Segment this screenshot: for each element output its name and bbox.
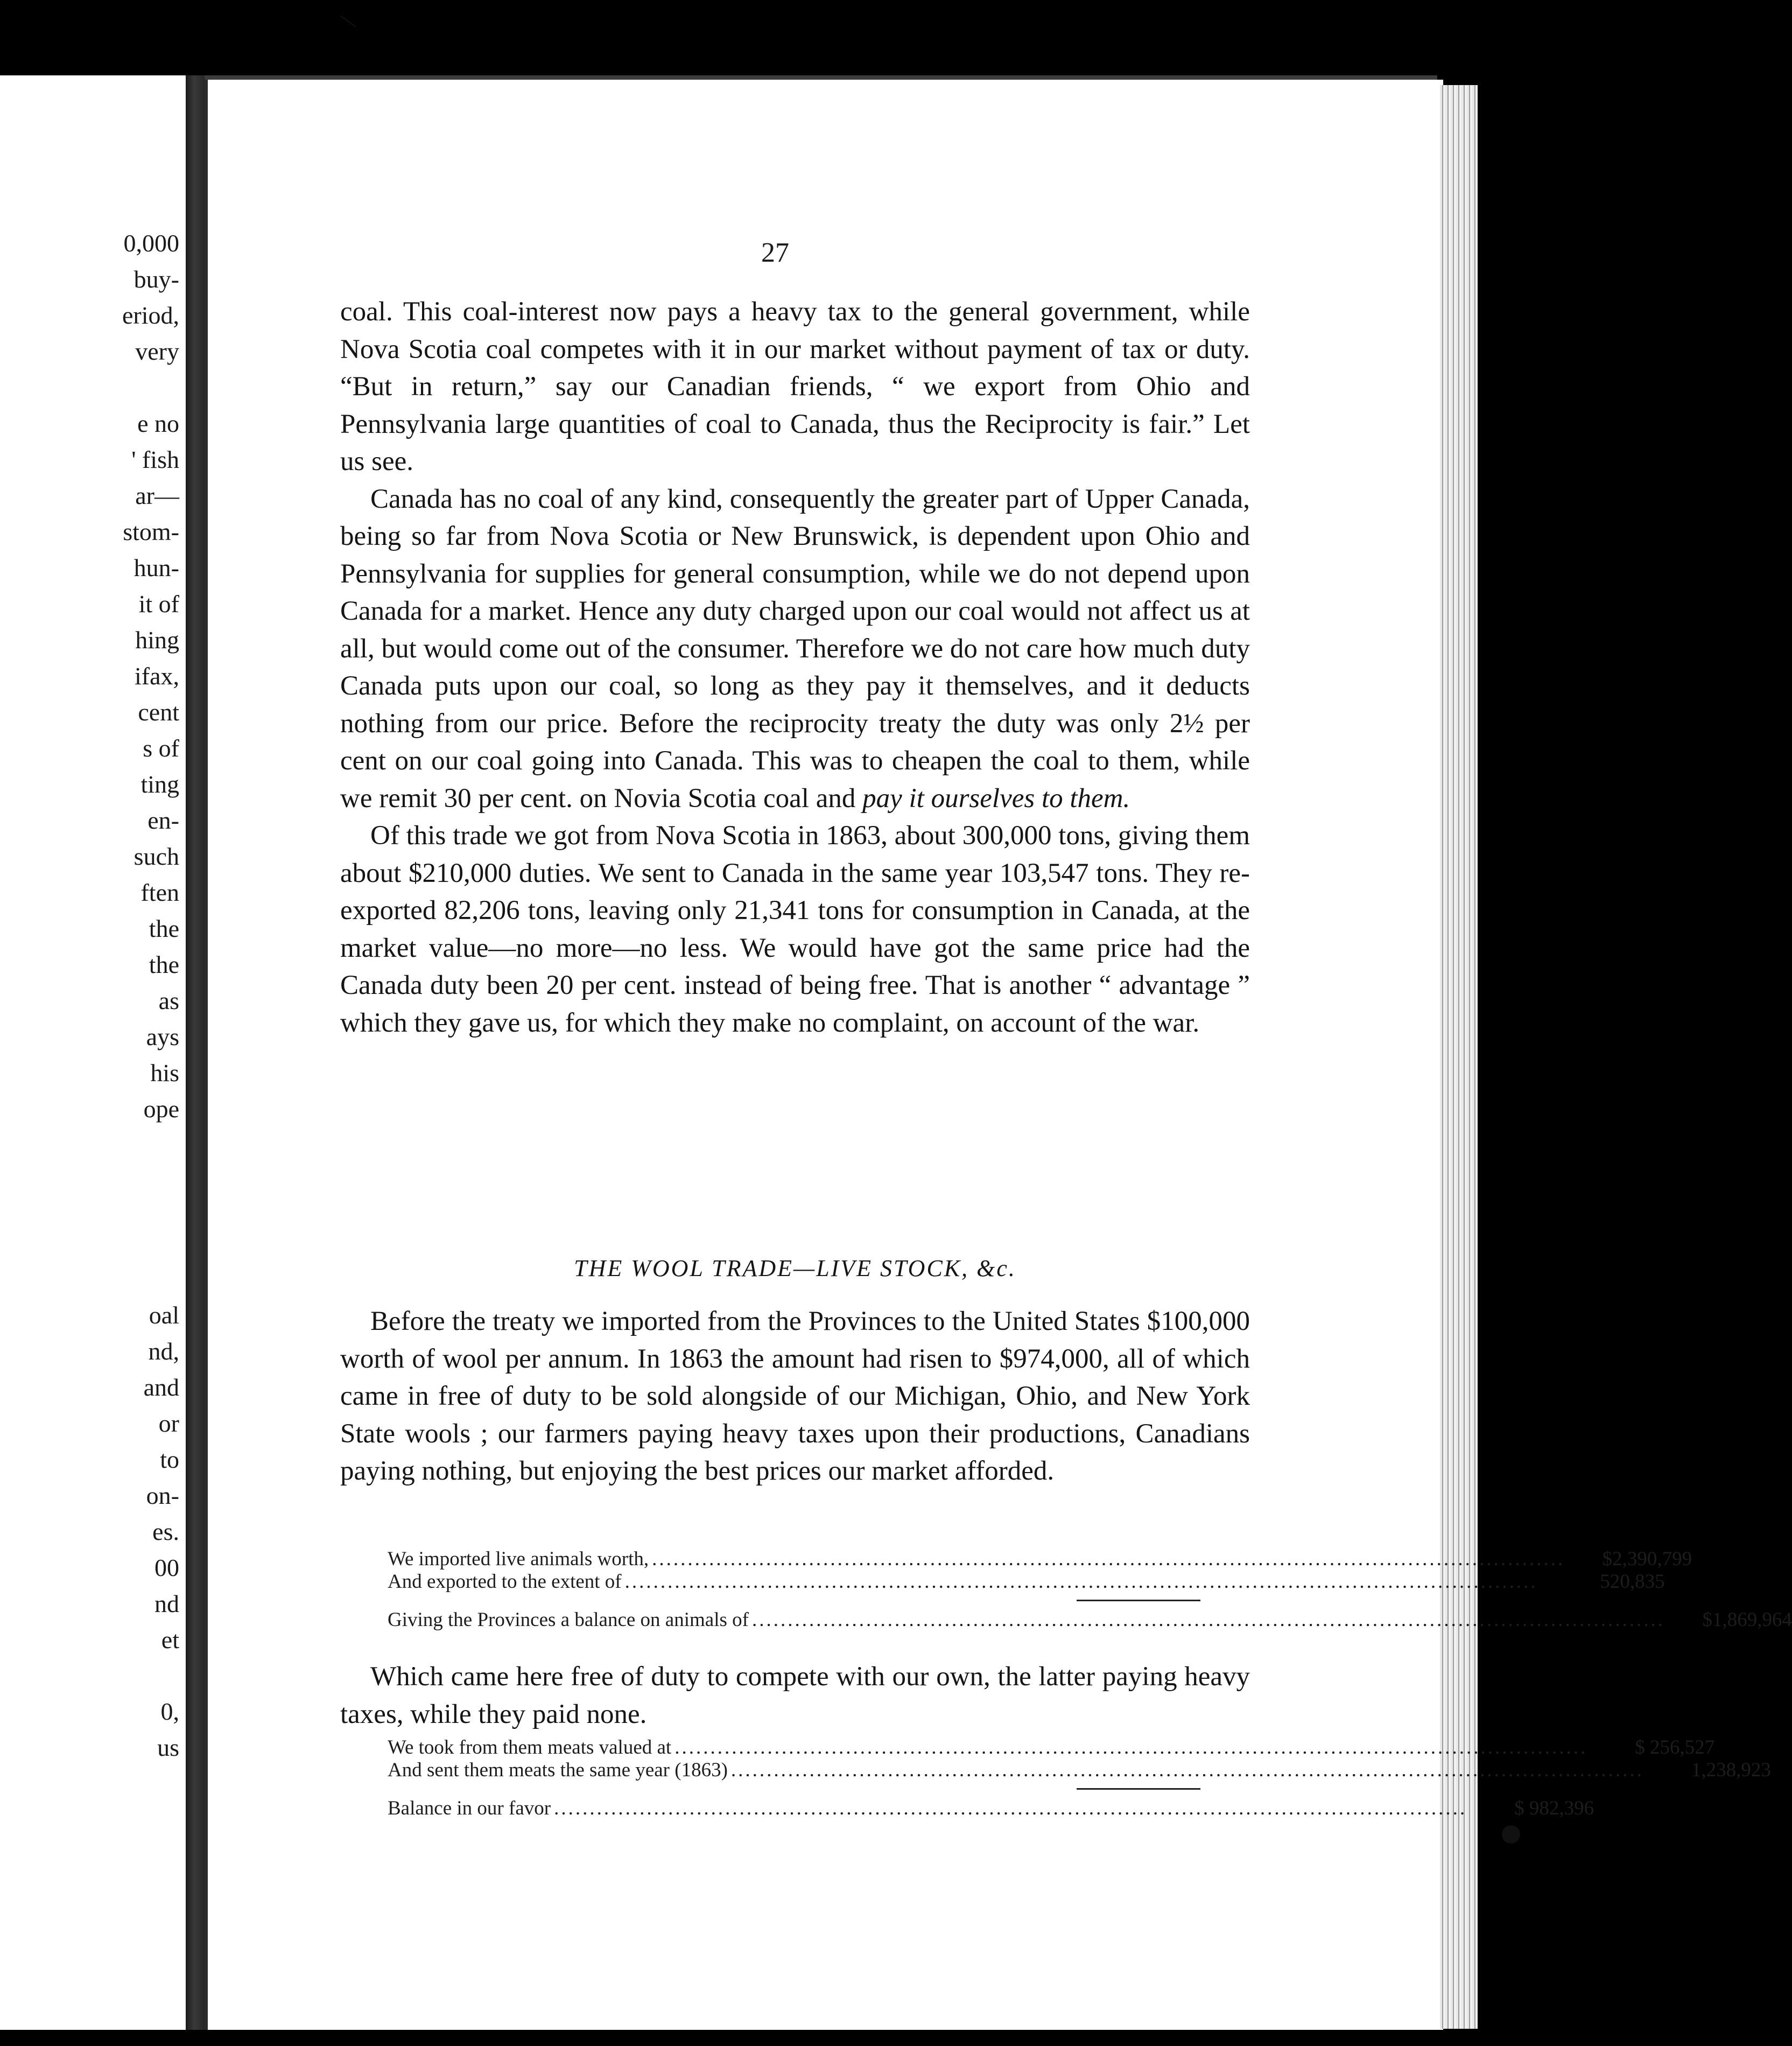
facing-page-fragment: e no [137, 410, 179, 437]
facing-page-fragment: s of [143, 734, 179, 762]
leader-dots [554, 1797, 1467, 1820]
ledger-amount: $ 982,396 [1514, 1797, 1594, 1819]
animals-ledger [388, 1548, 1792, 1631]
facing-page-fragment: ting [140, 770, 179, 798]
ledger-row [388, 1759, 1771, 1782]
facing-page-fragment: ar— [135, 482, 179, 509]
facing-page-fragment: oal [149, 1301, 179, 1329]
facing-page-fragment: ifax, [134, 662, 179, 690]
facing-page-fragment: stom- [123, 518, 179, 545]
ledger-label: We took from them meats valued at [388, 1736, 672, 1758]
paragraph-nova-scotia-trade: Of this trade we got from Nova Scotia in 1863, about 300,000 tons, giving them about $210,000 duties. We sent to Canada in the same year 103,547 tons. They re-exported 82,206 tons, leaving only 21,341 tons for consumption in Canada, at the market value—no more—no less. We would have got the same price had the Canada duty been 20 per cent. instead of being free. That is another “ advantage ” which they gave us, for which they make no complaint, on account of the war. [340, 821, 1250, 1038]
facing-page-fragment: the [149, 915, 179, 942]
sum-rule [1077, 1788, 1200, 1790]
facing-page-fragment: hun- [133, 554, 179, 581]
leader-dots [731, 1759, 1644, 1782]
facing-page-fragment: ays [146, 1023, 179, 1050]
facing-page-fragment: as [158, 987, 179, 1014]
facing-page-fragment: et [161, 1626, 179, 1653]
ledger-label: Giving the Provinces a balance on animals of [388, 1609, 749, 1631]
paragraph-canada-coal [340, 481, 1250, 818]
facing-page-fragment: buy- [133, 265, 179, 293]
facing-page-fragment: and [143, 1374, 179, 1401]
facing-page-fragment: it of [138, 590, 179, 618]
ledger-amount: $2,390,799 [1602, 1548, 1692, 1570]
facing-page-fragment: the [149, 951, 179, 978]
facing-page-fragment: such [133, 843, 179, 870]
ledger-row [388, 1548, 1692, 1571]
ledger-row [388, 1736, 1715, 1759]
ledger-row-total [388, 1609, 1792, 1631]
facing-page-fragment: eriod, [122, 302, 179, 329]
facing-page-fragment: ope [143, 1095, 179, 1123]
paragraph-wool-trade: Before the treaty we imported from the Provinces to the United States $100,000 worth of wool per annum. In 1863 the amount had risen to $974,000, all of which came in free of duty to be sold alongside of our Michigan, Ohio, and New York State wools ; our farmers paying heavy taxes upon their productions, Canadians paying nothing, but enjoying the best prices our market afforded. [340, 1306, 1250, 1486]
facing-page-fragment: us [157, 1734, 179, 1761]
meats-ledger [388, 1736, 1771, 1820]
stray-ink-mark [1502, 1825, 1520, 1844]
facing-page-fragment: or [158, 1410, 179, 1437]
facing-page-fragment: very [135, 338, 179, 365]
body-text [340, 293, 1250, 1042]
facing-page-fragment: on- [146, 1482, 179, 1509]
facing-page-fragment: his [150, 1059, 179, 1087]
facing-page-fragment: nd, [148, 1337, 179, 1365]
section-heading: THE WOOL TRADE—LIVE STOCK, &c. [574, 1255, 1016, 1281]
between-text [340, 1658, 1250, 1733]
paragraph-coal-interest: coal. This coal-interest now pays a heavy tax to the general government, while Nova Scotia coal competes with it in our market without payment of tax or duty. “But in return,” say our Canadian friends, “ we export from Ohio and Pennsylvania large quantities of coal to Canada, thus the Reciprocity is fair.” Let us see. [340, 297, 1250, 477]
leader-dots [625, 1571, 1538, 1593]
ledger-amount: $ 256,527 [1635, 1736, 1715, 1758]
wool-text [340, 1303, 1250, 1490]
facing-page-fragment: hing [135, 626, 179, 654]
italic-phrase: pay it ourselves to them. [862, 783, 1130, 814]
sum-rule [1077, 1600, 1200, 1601]
facing-page-fragment: ften [140, 879, 179, 906]
book-gutter [186, 75, 207, 2030]
paragraph-free-of-duty: Which came here free of duty to compete with our own, the latter paying heavy taxes, while they paid none. [340, 1662, 1250, 1729]
ledger-label: Balance in our favor [388, 1797, 551, 1819]
ledger-row-total [388, 1797, 1594, 1820]
facing-page-fragment: to [160, 1446, 179, 1473]
leader-dots [652, 1548, 1565, 1571]
corner-mark: \ [337, 7, 360, 36]
facing-page-fragment: cent [138, 698, 179, 726]
ledger-label: And exported to the extent of [388, 1571, 622, 1593]
ledger-amount: $1,869,964 [1702, 1609, 1792, 1631]
ledger-amount: 1,238,923 [1691, 1759, 1771, 1781]
facing-page-fragment: es. [152, 1518, 179, 1545]
ledger-amount: 520,835 [1600, 1571, 1665, 1593]
facing-page-fragment: ' fish [131, 446, 179, 473]
facing-page-fragment: nd [154, 1590, 179, 1617]
page-number: 27 [761, 237, 789, 268]
facing-page-fragment: 00 [154, 1554, 179, 1581]
ledger-row [388, 1571, 1665, 1593]
leader-dots [752, 1609, 1665, 1631]
paragraph-canada-coal-text: Canada has no coal of any kind, consequently the greater part of Upper Canada, being so far from Nova Scotia or New Brunswick, is dependent upon Ohio and Pennsylvania for supplies for general consumption, while we do not depend upon Canada for a market. Hence any duty charged upon our coal would not affect us at all, but would come out of the consumer. Therefore we do not care how much duty Canada puts upon our coal, so long as they pay it themselves, and it deducts nothing from our price. Before the reciprocity treaty the duty was only 2½ per cent on our coal going into Canada. This was to cheapen the coal to them, while we remit 30 per cent. on Novia Scotia coal and [340, 484, 1250, 814]
ledger-label: We imported live animals worth, [388, 1548, 649, 1570]
facing-page-fragment: 0, [160, 1698, 179, 1725]
facing-page-fragment: en- [147, 807, 179, 834]
leader-dots [674, 1736, 1587, 1759]
facing-page-fragment: 0,000 [123, 229, 179, 257]
facing-page [0, 75, 186, 2030]
ledger-label: And sent them meats the same year (1863) [388, 1759, 728, 1781]
